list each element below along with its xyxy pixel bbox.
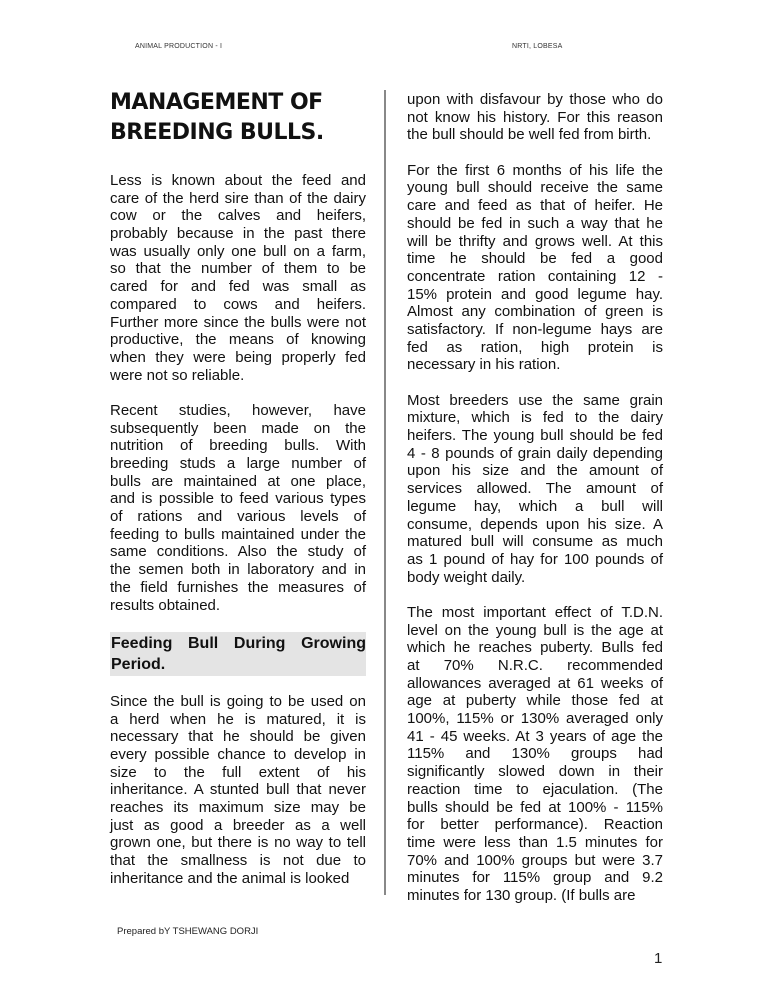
heading-line: Feeding Bull During Growing	[111, 634, 366, 652]
text-line: as 1 pound of hay for 100 pounds of	[407, 550, 663, 568]
text-line: 100%, 115% or 130% averaged only	[407, 710, 663, 728]
text-line: the semen both in laboratory and in	[110, 561, 366, 579]
text-line: The most important effect of T.D.N.	[407, 603, 663, 621]
text-line: size to the full extent of his	[110, 763, 366, 781]
right-column	[407, 91, 663, 922]
text-line: fed as ration, high protein is	[407, 338, 663, 356]
left-column	[110, 88, 366, 905]
text-line: will be thrifty and grows well. At this	[407, 232, 663, 250]
paragraph	[407, 162, 663, 374]
text-line: was usually only one bull on a farm,	[110, 242, 366, 260]
text-line: inheritance. A stunted bull that never	[110, 781, 366, 799]
text-line: upon his size and the amount of	[407, 462, 663, 480]
text-line: 115% and 130% groups had	[407, 745, 663, 763]
page-title	[110, 88, 366, 148]
paragraph	[407, 604, 663, 905]
text-line: bulls are maintained at one place,	[110, 472, 366, 490]
text-line: when they were being properly fed	[110, 348, 366, 366]
text-line: the field furnishes the measures of	[110, 578, 366, 596]
text-line: were not so reliable.	[110, 366, 245, 384]
text-line: minutes for 130 group. (If bulls are	[407, 886, 636, 904]
text-line: for better performance). Reaction	[407, 816, 663, 834]
text-line: that the smallness is not due to	[110, 852, 366, 870]
footer-author: Prepared bY TSHEWANG DORJI	[117, 926, 259, 937]
text-line: level on the young bull is the age at	[407, 621, 663, 639]
text-line: legume hay, which a bull will	[407, 497, 663, 515]
text-line: heifers. The young bull should be fed	[407, 427, 663, 445]
text-line: at 70% N.R.C. recommended	[407, 657, 663, 674]
section-heading	[110, 632, 366, 676]
text-line: of rations and various levels of	[110, 508, 366, 526]
paragraph	[407, 91, 663, 144]
paragraph	[407, 392, 663, 587]
text-line: Most breeders use the same grain	[407, 391, 663, 409]
text-line: Further more since the bulls were not	[110, 313, 366, 331]
text-line: inheritance and the animal is looked	[110, 869, 350, 887]
text-line: nutrition of breeding bulls. With	[110, 437, 366, 455]
text-line: care of the herd sire than of the dairy	[110, 189, 366, 207]
text-line: time he should be fed a good	[407, 250, 663, 268]
text-line: age at puberty while those fed at	[407, 692, 663, 710]
title-line: BREEDING BULLS.	[110, 120, 324, 145]
text-line: concentrate ration containing 12 -	[407, 267, 663, 285]
text-line: Since the bull is going to be used on	[110, 692, 366, 710]
text-line: For the first 6 months of his life the	[407, 161, 663, 179]
text-line: which he reaches puberty. Bulls fed	[407, 639, 663, 657]
text-line: significantly slowed down in their	[407, 763, 663, 781]
text-line: upon with disfavour by those who do	[407, 91, 663, 108]
text-line: productive, the means of knowing	[110, 331, 366, 349]
text-line: allowances averaged at 61 weeks of	[407, 674, 663, 692]
header-course: ANIMAL PRODUCTION - I	[135, 43, 223, 50]
text-line: satisfactory. If non-legume hays are	[407, 320, 663, 338]
text-line: reaches its maximum size may be	[110, 799, 366, 816]
column-divider	[384, 90, 386, 895]
text-line: services allowed. The amount of	[407, 480, 663, 498]
paragraph	[110, 172, 366, 384]
text-line: subsequently been made on the	[110, 419, 366, 437]
text-line: so that the number of them to be	[110, 260, 366, 278]
title-line: MANAGEMENT OF	[110, 90, 323, 115]
text-line: the bull should be well fed from birth.	[407, 126, 652, 144]
text-line: 15% protein and good legume hay.	[407, 285, 663, 303]
text-line: necessary in his ration.	[407, 356, 561, 374]
text-line: young bull should receive the same	[407, 179, 663, 197]
text-line: a herd when he is matured, it is	[110, 710, 366, 728]
text-line: should be fed in such a way that he	[407, 214, 663, 232]
text-line: and is possible to feed various types	[110, 490, 366, 508]
text-line: time were less than 1.5 minutes for	[407, 833, 663, 851]
text-line: necessary that he should be given	[110, 728, 366, 746]
text-line: 4 - 8 pounds of grain daily depending	[407, 444, 663, 462]
text-line: results obtained.	[110, 596, 221, 614]
text-line: consume, depends upon his size. A	[407, 515, 663, 533]
text-line: compared to cows and heifers.	[110, 295, 366, 313]
text-line: cared for and fed was small as	[110, 278, 366, 296]
text-line: body weight daily.	[407, 568, 526, 586]
text-line: Less is known about the feed and	[110, 172, 366, 189]
text-line: reaction time to ejaculation. (The	[407, 780, 663, 798]
text-line: minutes for 115% group and 9.2	[407, 869, 663, 887]
text-line: mixture, which is fed to the dairy	[407, 409, 663, 427]
paragraph	[110, 693, 366, 888]
text-line: 41 - 45 weeks. At 3 years of age the	[407, 727, 663, 745]
text-line: 70% and 100% groups but were 3.7	[407, 851, 663, 869]
text-line: Recent studies, however, have	[110, 401, 366, 419]
text-line: cow or the calves and heifers,	[110, 207, 366, 225]
text-line: every possible chance to develop in	[110, 745, 366, 763]
paragraph	[110, 402, 366, 614]
text-line: Almost any combination of green is	[407, 303, 663, 321]
text-line: probably because in the past there	[110, 225, 366, 243]
text-line: care and feed as that of heifer. He	[407, 197, 663, 215]
text-line: matured bull will consume as much	[407, 533, 663, 551]
text-line: same conditions. Also the study of	[110, 543, 366, 561]
heading-line: Period.	[111, 655, 166, 673]
header-institution: NRTI, LOBESA	[512, 43, 563, 50]
page-number: 1	[654, 950, 663, 967]
text-line: bulls should be fed at 100% - 115%	[407, 798, 663, 816]
text-line: feeding to bulls maintained under the	[110, 525, 366, 543]
text-line: not know his history. For this reason	[407, 108, 663, 126]
text-line: just as good a breeder as a well	[110, 816, 366, 834]
text-line: grown one, but there is no way to tell	[110, 834, 366, 852]
text-line: breeding studs a large number of	[110, 455, 366, 472]
